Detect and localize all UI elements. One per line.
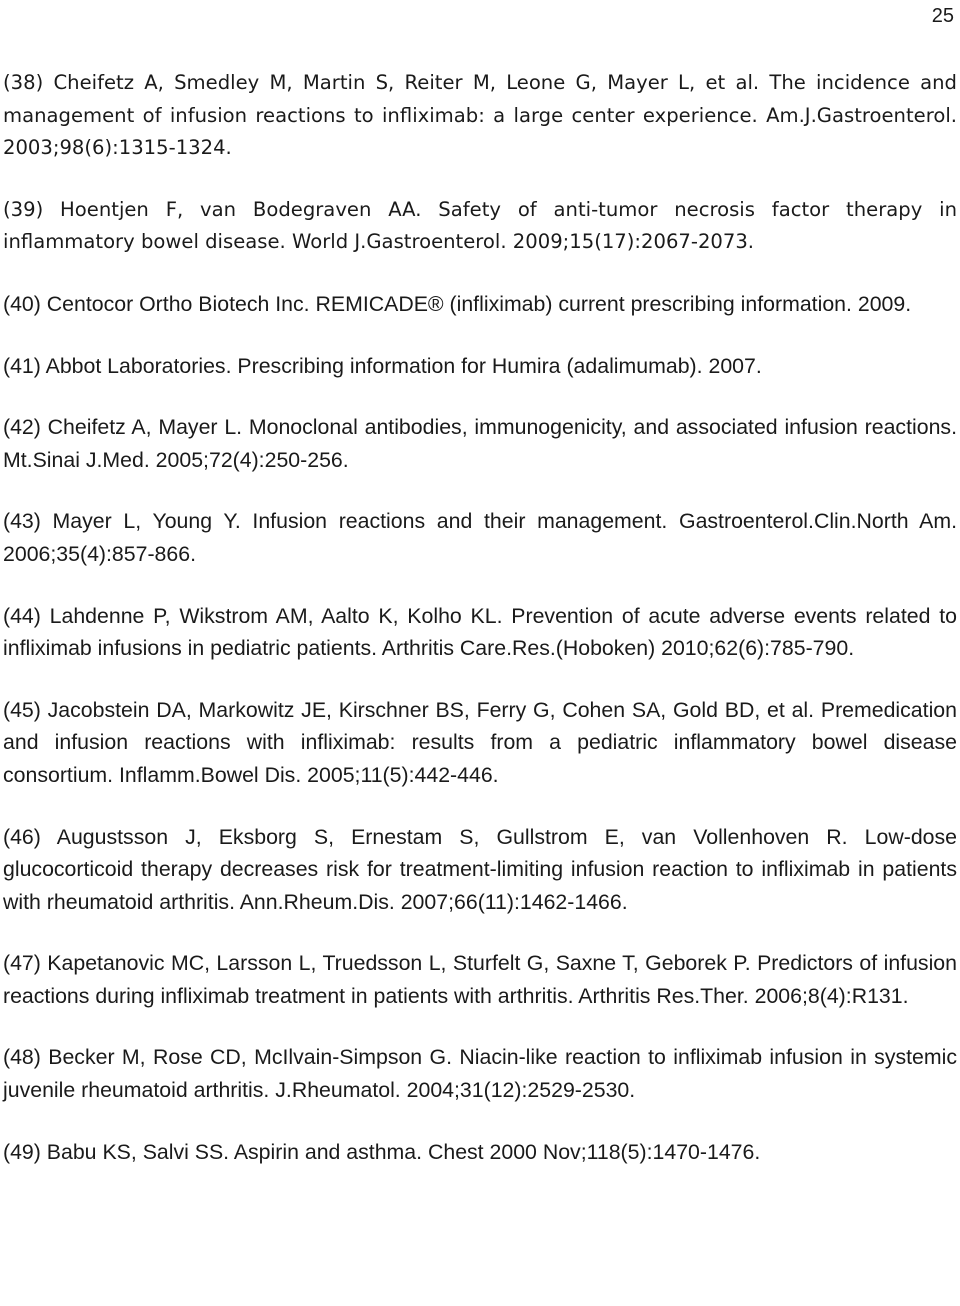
reference-48: (48) Becker M, Rose CD, McIlvain-Simpson G. Niacin-like reaction to infliximab infusion in systemic juvenile rheumatoid arthritis. J.Rheumatol. 2004;31(12):2529-2530. <box>3 1045 957 1103</box>
reference-38: (38) Cheifetz A, Smedley M, Martin S, Reiter M, Leone G, Mayer L, et al. The incidence and management of infusion reactions to infliximab: a large center experience. Am.J.Gastroenterol. 2003;98(6):1315-1324. <box>3 71 957 160</box>
reference-46: (46) Augustsson J, Eksborg S, Ernestam S, Gullstrom E, van Vollenhoven R. Low-dose glucocorticoid therapy decreases risk for treatment-limiting infusion reaction to infliximab in patients with rheumatoid arthritis. Ann.Rheum.Dis. 2007;66(11):1462-1466. <box>3 824 957 914</box>
reference-40: (40) Centocor Ortho Biotech Inc. REMICADE® (infliximab) current prescribing information. 2009. <box>3 291 912 316</box>
reference-39: (39) Hoentjen F, van Bodegraven AA. Safety of anti-tumor necrosis factor therapy in inflammatory bowel disease. World J.Gastroenterol. 2009;15(17):2067-2073. <box>3 197 957 254</box>
page-number: 25 <box>931 5 954 27</box>
reference-42: (42) Cheifetz A, Mayer L. Monoclonal antibodies, immunogenicity, and associated infusion reactions. Mt.Sinai J.Med. 2005;72(4):250-256. <box>3 415 957 472</box>
reference-49: (49) Babu KS, Salvi SS. Aspirin and asthma. Chest 2000 Nov;118(5):1470-1476. <box>3 1139 761 1164</box>
reference-list <box>3 67 957 1197</box>
reference-44: (44) Lahdenne P, Wikstrom AM, Aalto K, Kolho KL. Prevention of acute adverse events related to infliximab infusions in pediatric patients. Arthritis Care.Res.(Hoboken) 2010;62(6):785-790. <box>3 603 957 661</box>
reference-43: (43) Mayer L, Young Y. Infusion reactions and their management. Gastroenterol.Clin.North Am. 2006;35(4):857-866. <box>3 509 957 566</box>
reference-45: (45) Jacobstein DA, Markowitz JE, Kirschner BS, Ferry G, Cohen SA, Gold BD, et al. Premedication and infusion reactions with infliximab: results from a pediatric inflammatory bowel disease consortium. Inflamm.Bowel Dis. 2005;11(5):442-446. <box>3 697 957 787</box>
reference-47: (47) Kapetanovic MC, Larsson L, Truedsson L, Sturfelt G, Saxne T, Geborek P. Predictors of infusion reactions during infliximab treatment in patients with arthritis. Arthritis Res.Ther. 2006;8(4):R131. <box>3 951 957 1008</box>
reference-41: (41) Abbot Laboratories. Prescribing information for Humira (adalimumab). 2007. <box>3 353 762 378</box>
